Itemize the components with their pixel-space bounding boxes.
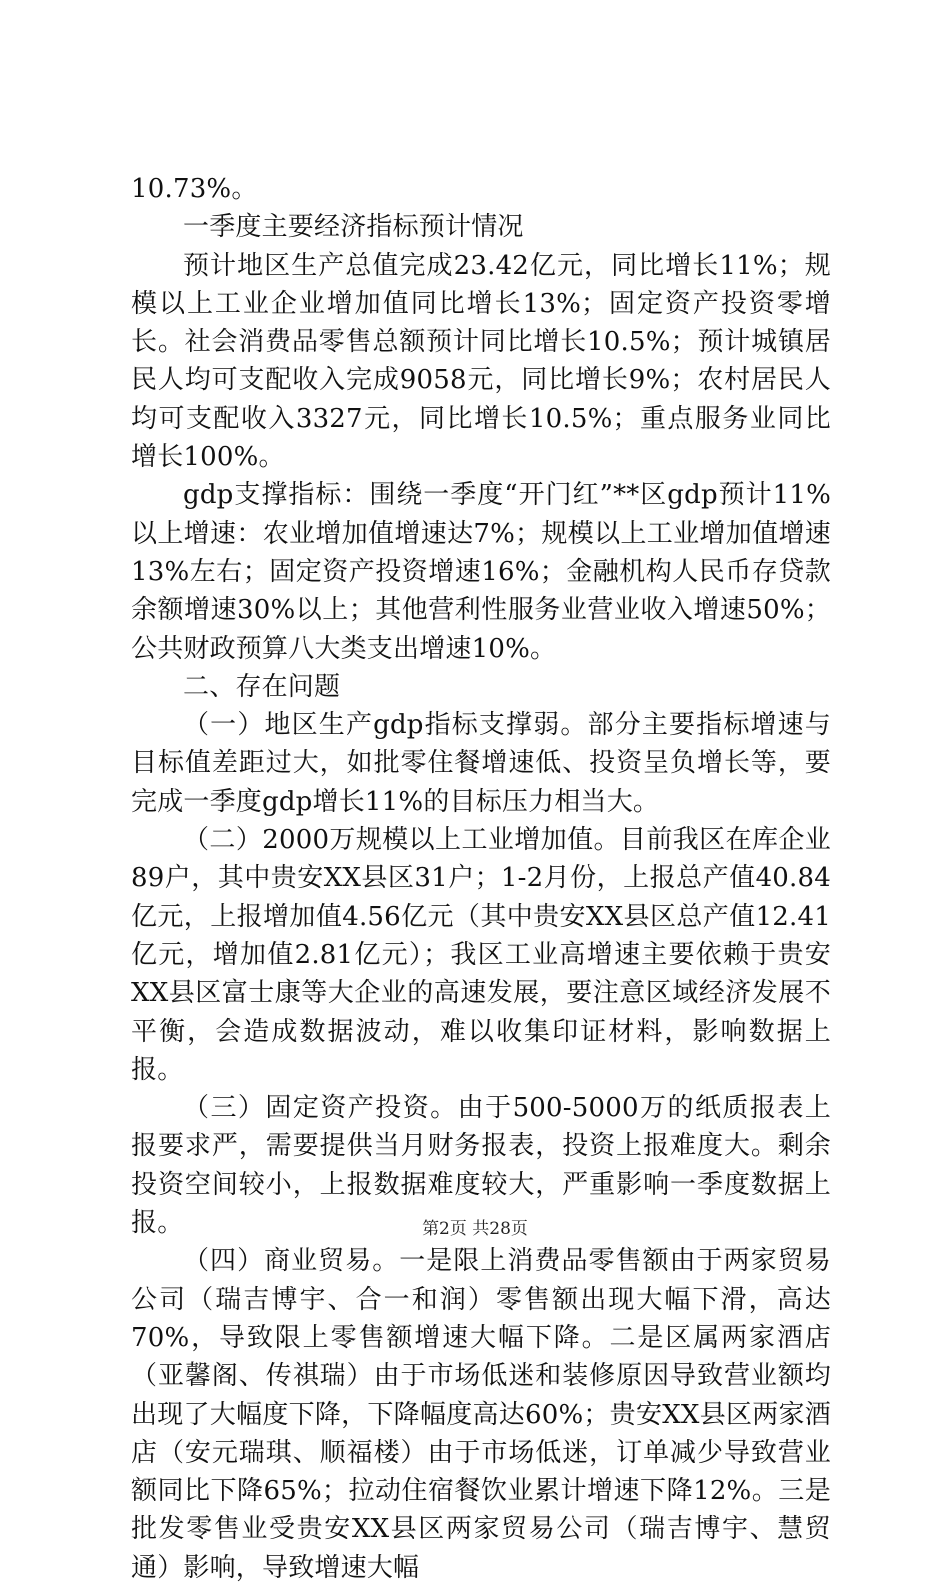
- paragraph-problem-2: （二）2000万规模以上工业增加值。目前我区在库企业89户，其中贵安XX县区31户；1-2月份，上报总产值40.84亿元，上报增加值4.56亿元（其中贵安XX县区总产值12.41亿元，增加值2.81亿元）；我区工业高增速主要依赖于贵安XX县区富士康等大企业的高速发展，要注意区域经济发展不平衡，会造成数据波动，难以收集印证材料，影响数据上报。: [131, 825, 831, 1085]
- section-heading-q1-indicators: 一季度主要经济指标预计情况: [183, 212, 524, 243]
- paragraph-problem-1: （一）地区生产gdp指标支撑弱。部分主要指标增速与目标值差距过大，如批零住餐增速低、投资呈负增长等，要完成一季度gdp增长11%的目标压力相当大。: [131, 710, 831, 817]
- section-heading-problems: 二、存在问题: [183, 671, 341, 702]
- paragraph-continuation: 10.73%。: [131, 174, 258, 204]
- paragraph-problem-3: （三）固定资产投资。由于500-5000万的纸质报表上报要求严，需要提供当月财务报表，投资上报难度大。剩余投资空间较小，上报数据难度较大，严重影响一季度数据上报。: [131, 1093, 831, 1239]
- document-body: [131, 170, 831, 1587]
- paragraph-forecast: 预计地区生产总值完成23.42亿元，同比增长11%；规模以上工业企业增加值同比增长13%；固定资产投资零增长。社会消费品零售总额预计同比增长10.5%；预计城镇居民人均可支配收入完成9058元，同比增长9%；农村居民人均可支配收入3327元，同比增长10.5%；重点服务业同比增长100%。: [131, 250, 831, 473]
- page-number: 第2页 共28页: [422, 1219, 528, 1239]
- paragraph-problem-4: （四）商业贸易。一是限上消费品零售额由于两家贸易公司（瑞吉博宇、合一和润）零售额出现大幅下滑，高达70%，导致限上零售额增速大幅下降。二是区属两家酒店（亚馨阁、传祺瑞）由于市场低迷和装修原因导致营业额均出现了大幅度下降，下降幅度高达60%；贵安XX县区两家酒店（安元瑞琪、顺福楼）由于市场低迷，订单减少导致营业额同比下降65%；拉动住宿餐饮业累计增速下降12%。三是批发零售业受贵安XX县区两家贸易公司（瑞吉博宇、慧贸通）影响，导致增速大幅: [131, 1246, 831, 1583]
- paragraph-gdp-support: gdp支撑指标：围绕一季度“开门红”**区gdp预计11%以上增速：农业增加值增速达7%；规模以上工业增加值增速13%左右；固定资产投资增速16%；金融机构人民币存贷款余额增速30%以上；其他营利性服务业营业收入增速50%；公共财政预算八大类支出增速10%。: [131, 480, 831, 664]
